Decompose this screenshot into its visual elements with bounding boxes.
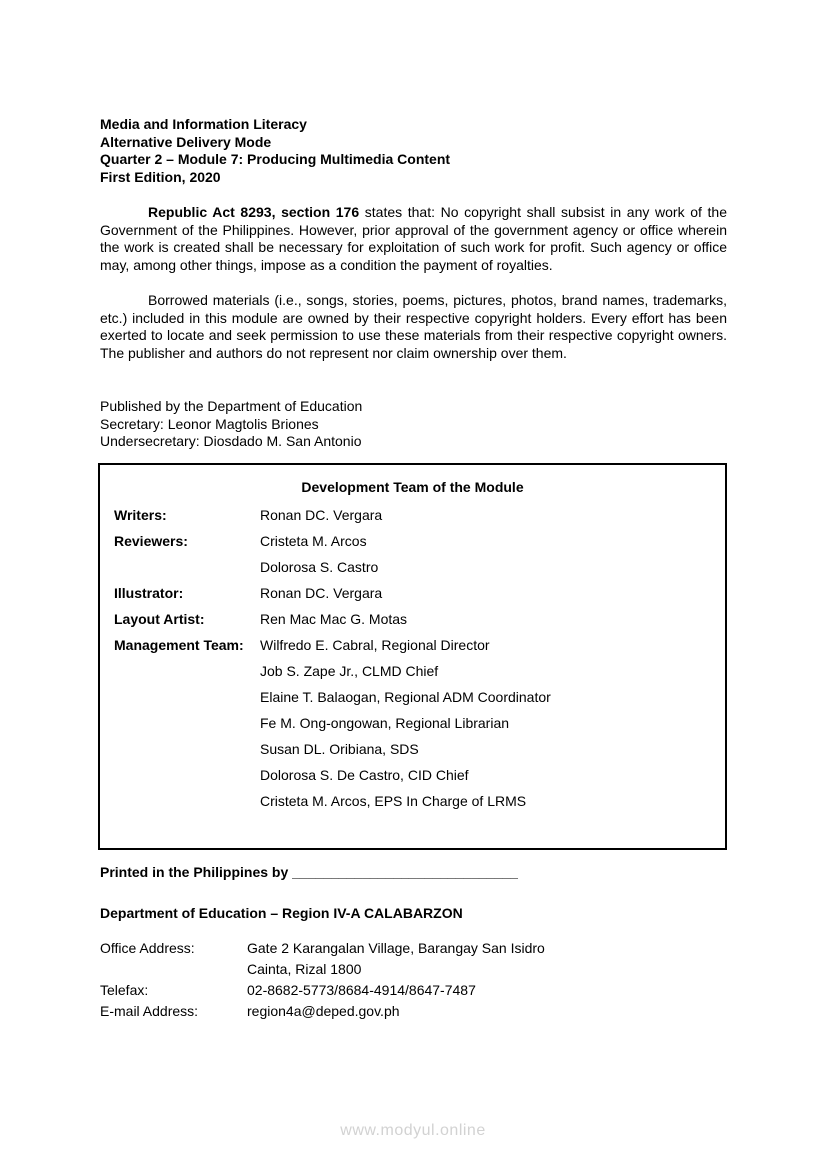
contact-value: region4a@deped.gov.ph <box>247 1003 400 1019</box>
module-title-block <box>100 116 727 186</box>
contact-label <box>100 959 247 980</box>
row-label <box>114 658 260 684</box>
row-value: Ronan DC. Vergara <box>260 506 383 523</box>
development-team-rows <box>114 502 711 814</box>
development-team-title: Development Team of the Module <box>301 479 524 495</box>
row-value: Wilfredo E. Cabral, Regional Director <box>260 636 490 653</box>
row-label: Layout Artist: <box>114 610 205 627</box>
dev-team-row-management-member <box>114 710 711 736</box>
row-value: Ronan DC. Vergara <box>260 584 383 601</box>
row-label: Management Team: <box>114 636 244 653</box>
dev-team-row-reviewer-2 <box>114 554 711 580</box>
contact-label: Office Address: <box>100 940 195 956</box>
republic-act-citation: Republic Act 8293, section 176 <box>148 204 360 220</box>
published-by-line: Published by the Department of Education <box>100 398 363 414</box>
site-watermark: www.modyul.online <box>340 1122 486 1139</box>
row-value: Fe M. Ong-ongowan, Regional Librarian <box>260 714 510 731</box>
printed-by-blank-line: _____________________________ <box>292 864 518 880</box>
row-value: Cristeta M. Arcos, EPS In Charge of LRMS <box>260 792 527 809</box>
department-region-line: Department of Education – Region IV-A CALABARZON <box>100 905 463 921</box>
row-value: Dolorosa S. Castro <box>260 558 379 575</box>
dev-team-row-layout-artist <box>114 606 711 632</box>
row-value: Job S. Zape Jr., CLMD Chief <box>260 662 439 679</box>
row-label <box>114 762 260 788</box>
row-value: Dolorosa S. De Castro, CID Chief <box>260 766 469 783</box>
row-value: Cristeta M. Arcos <box>260 532 367 549</box>
contact-value: 02-8682-5773/8684-4914/8647-7487 <box>247 982 476 998</box>
row-label <box>114 710 260 736</box>
row-label <box>114 554 260 580</box>
module-subject-title: Media and Information Literacy <box>100 116 307 132</box>
copyright-notice-text: states that: No copyright shall subsist in any work of the Government of the Philippines. However, prior approval of the government agency or office wherein the work is created shall be necessary for exploitation of such work for profit. Such agency or office may, among other things, impose as a condition the payment of royalties. <box>100 204 727 273</box>
row-label <box>114 788 260 814</box>
contact-row-office-address-2 <box>100 959 727 980</box>
module-delivery-mode: Alternative Delivery Mode <box>100 133 272 150</box>
row-value: Ren Mac Mac G. Motas <box>260 610 408 627</box>
printed-by-label: Printed in the Philippines by <box>100 864 289 880</box>
contact-label: E-mail Address: <box>100 1003 199 1019</box>
contact-value: Gate 2 Karangalan Village, Barangay San Isidro <box>247 940 545 956</box>
contact-label: Telefax: <box>100 982 149 998</box>
dev-team-row-management-team <box>114 632 711 658</box>
dev-team-row-writers <box>114 502 711 528</box>
printed-in-philippines-line <box>100 864 727 882</box>
dev-team-row-management-member <box>114 684 711 710</box>
contact-row-email <box>100 1001 727 1022</box>
row-value: Elaine T. Balaogan, Regional ADM Coordinator <box>260 688 551 705</box>
row-value: Susan DL. Oribiana, SDS <box>260 740 419 757</box>
row-label <box>114 684 260 710</box>
row-label <box>114 736 260 762</box>
module-edition: First Edition, 2020 <box>100 168 221 185</box>
secretary-line: Secretary: Leonor Magtolis Briones <box>100 415 319 432</box>
dev-team-row-management-member <box>114 788 711 814</box>
dev-team-row-management-member <box>114 762 711 788</box>
dev-team-row-management-member <box>114 736 711 762</box>
dev-team-row-illustrator <box>114 580 711 606</box>
borrowed-materials-paragraph: Borrowed materials (i.e., songs, stories, poems, pictures, photos, brand names, trademarks, etc.) included in this module are owned by their respective copyright holders. Every effort has been exerted to locate and seek permission to use these materials from their respective copyright owners. The publisher and authors do not represent nor claim ownership over them. <box>100 292 727 361</box>
module-quarter-title: Quarter 2 – Module 7: Producing Multimedia Content <box>100 151 451 167</box>
contact-row-office-address <box>100 938 727 959</box>
row-label: Illustrator: <box>114 584 184 601</box>
undersecretary-line: Undersecretary: Diosdado M. San Antonio <box>100 433 362 450</box>
copyright-notice-paragraph <box>100 204 727 274</box>
development-team-box <box>98 463 727 850</box>
contact-value: Cainta, Rizal 1800 <box>247 961 362 977</box>
contact-row-telefax <box>100 980 727 1001</box>
dev-team-row-management-member <box>114 658 711 684</box>
dev-team-row-reviewers <box>114 528 711 554</box>
contact-info-block <box>100 938 727 1022</box>
publisher-block <box>100 398 727 451</box>
row-label: Reviewers: <box>114 532 188 549</box>
row-label: Writers: <box>114 506 167 523</box>
